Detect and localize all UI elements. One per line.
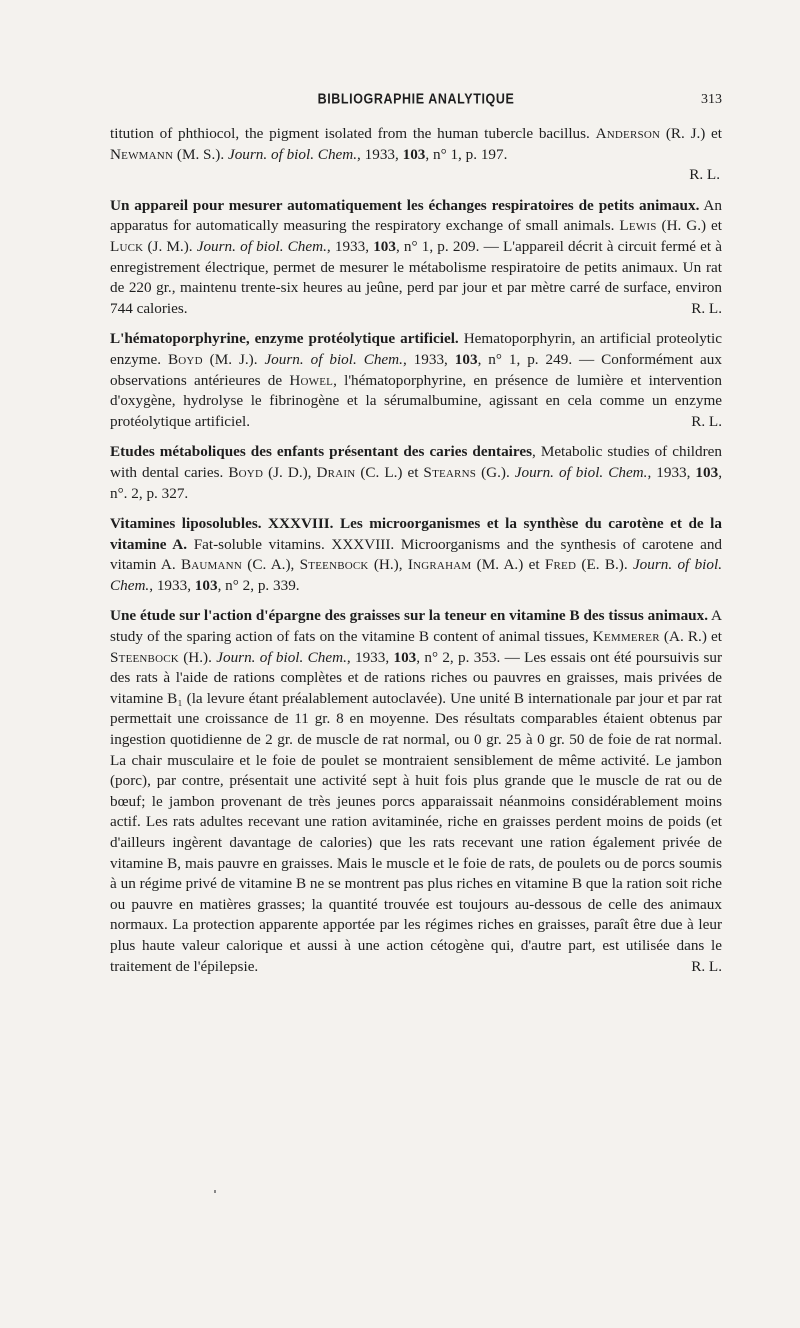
volume: 103 (454, 350, 478, 368)
entry-hematoporphyrin (110, 329, 722, 432)
author: Steenbock (299, 556, 369, 574)
entry-heading: L'hématoporphyrine, enzyme protéolytique artificiel. (110, 330, 459, 348)
journal: Journ. of biol. Chem. (110, 556, 723, 594)
entry-heading: Etudes métaboliques des enfants présentant des caries dentaires (110, 443, 533, 461)
entry-fat-soluble-vitamins (110, 514, 722, 596)
author: Howel (289, 371, 334, 389)
volume: 103 (695, 463, 719, 481)
volume: 103 (194, 576, 218, 594)
journal: Journ. of biol. Chem. (264, 350, 403, 368)
entry-heading: Vitamines liposolubles. XXXVIII. Les microorganismes et la synthèse du carotène et de la vitamine A. (110, 515, 722, 553)
author: Anderson (595, 125, 661, 142)
entry-heading: Un appareil pour mesurer automatiquement les échanges respiratoires de petits animaux. (110, 196, 700, 214)
author: Newmann (110, 145, 174, 163)
entry-body: L'hématoporphyrine, enzyme protéolytique artificiel. Hematoporphyrin, an artificial proteolytic enzyme. Boyd (M. J.). Journ. of biol. Chem., 1933, 103, n° 1, p. 249. — Conformément aux observations antérieures de Howel, l'hématoporphyrine, en présence de lumière et intervention d'oxygène, hydrolyse le fibrinogène et la sérumalbumine, agissant en cela comme un enzyme protéolytique artificiel. R. L. (110, 329, 722, 432)
author: Steenbock (110, 648, 179, 666)
entry-body: titution of phthiocol, the pigment isolated from the human tubercle bacillus. Anderson (R. J.) et Newmann (M. S.). Journ. of biol. Chem., 1933, 103, n° 1, p. 197. R. L. (110, 124, 722, 186)
signature: R. L. (691, 412, 722, 430)
entry-body: Une étude sur l'action d'épargne des graisses sur la teneur en vitamine B des tissus animaux. A study of the sparing action of fats on the vitamine B content of animal tissues, Kemmerer (A. R.) et Steenbock (H.). Journ. of biol. Chem., 1933, 103, n° 2, p. 353. — Les essais ont été poursuivis sur des rats à l'aide de rations complètes et de rations riches ou pauvres en graisses, mais privées de vitamine B₁ (la levure étant préalablement autoclavée). Une unité B internationale par jour et par rat permettait une croissance de 11 gr. 8 en moyenne. Des résultats comparables étaient obtenus par ingestion quotidienne de 2 gr. de muscle de rat normal, ou 0 gr. 25 à 0 gr. 50 de foie de rat normal. La chair musculaire et le foie de poulet se montraient sensiblement de même activité. Le jambon (porc), par contre, présentait une activité sept à huit fois plus grande que le muscle de rat ou de bœuf; le jambon provenant de très jeunes porcs apparaissait néanmoins considérablement moins actif. Les rats adultes recevant une ration avitaminée, riche en graisses perdent moins de poids (et d'ailleurs ingèrent davantage de calories) que les rats recevant une ration également privée de vitamine B, mais pauvre en graisses. Mais le muscle et le foie de rats, de poulets ou de porcs soumis à un régime privé de vitamine B ne se montrent pas plus riches en vitamine B que la ration soit riche ou pauvre en matières grasses; la quantité trouvée est toujours au-dessous de celle des animaux normaux. La protection apparente apportée par les régimes riches en graisses, paraît être due à leur plus haute valeur calorique et aussi à une action cétogène qui, d'autre part, est utilisée dans le traitement de l'épilepsie. R. L. (110, 606, 722, 977)
journal: Journ. of biol. Chem. (514, 463, 648, 481)
volume: 103 (393, 648, 417, 666)
entry-heading: Une étude sur l'action d'épargne des graisses sur la teneur en vitamine B des tissus animaux. (110, 607, 709, 625)
volume: 103 (373, 237, 396, 255)
entry-dental-caries (110, 442, 722, 504)
author: Ingraham (407, 556, 472, 574)
running-header (110, 92, 722, 114)
entry-body: Vitamines liposolubles. XXXVIII. Les microorganismes et la synthèse du carotène et de la vitamine A. Fat-soluble vitamins. XXXVIII. Microorganisms and the synthesis of carotene and vitamin A. Baumann (C. A.), Steenbock (H.), Ingraham (M. A.) et Fred (E. B.). Journ. of biol. Chem., 1933, 103, n° 2, p. 339. (110, 515, 723, 594)
entry-apparatus (110, 196, 722, 320)
journal: Journ. of biol. Chem. (216, 648, 347, 666)
author: Boyd (167, 350, 203, 368)
page (110, 92, 722, 987)
author: Drain (316, 463, 356, 481)
journal: Journ. of biol. Chem. (227, 145, 358, 163)
entry-body: Un appareil pour mesurer automatiquement les échanges respiratoires de petits animaux. An apparatus for automatically measuring the respiratory exchange of small animals. Lewis (H. G.) et Luck (J. M.). Journ. of biol. Chem., 1933, 103, n° 1, p. 209. — L'appareil décrit à circuit fermé et à enregistrement électrique, permet de mesurer le métabolisme respiratoire de petits animaux. Un rat de 220 gr., maintenu trente-six heures au jeûne, perd par jour et par mètre carré de surface, environ 744 calories. R. L. (110, 196, 722, 320)
author: Kemmerer (592, 628, 660, 646)
running-title: BIBLIOGRAPHIE ANALYTIQUE (317, 90, 515, 108)
entry-continuation (110, 124, 722, 186)
entry-body: Etudes métaboliques des enfants présentant des caries dentaires, Metabolic studies of children with dental caries. Boyd (J. D.), Drain (C. L.) et Stearns (G.). Journ. of biol. Chem., 1933, 103, n°. 2, p. 327. (110, 443, 722, 502)
signature: R. L. (689, 166, 720, 184)
volume: 103 (402, 145, 426, 163)
entry-fat-sparing (110, 606, 722, 977)
journal: Journ. of biol. Chem. (196, 237, 327, 255)
author: Luck (110, 237, 144, 255)
signature: R. L. (691, 957, 722, 975)
author: Stearns (423, 463, 477, 481)
author: Fred (544, 556, 577, 574)
page-number: 313 (701, 92, 722, 107)
author: Baumann (180, 556, 242, 574)
signature: R. L. (691, 299, 722, 317)
ink-speck (214, 1190, 216, 1193)
author: Lewis (619, 217, 657, 235)
author: Boyd (228, 463, 264, 481)
